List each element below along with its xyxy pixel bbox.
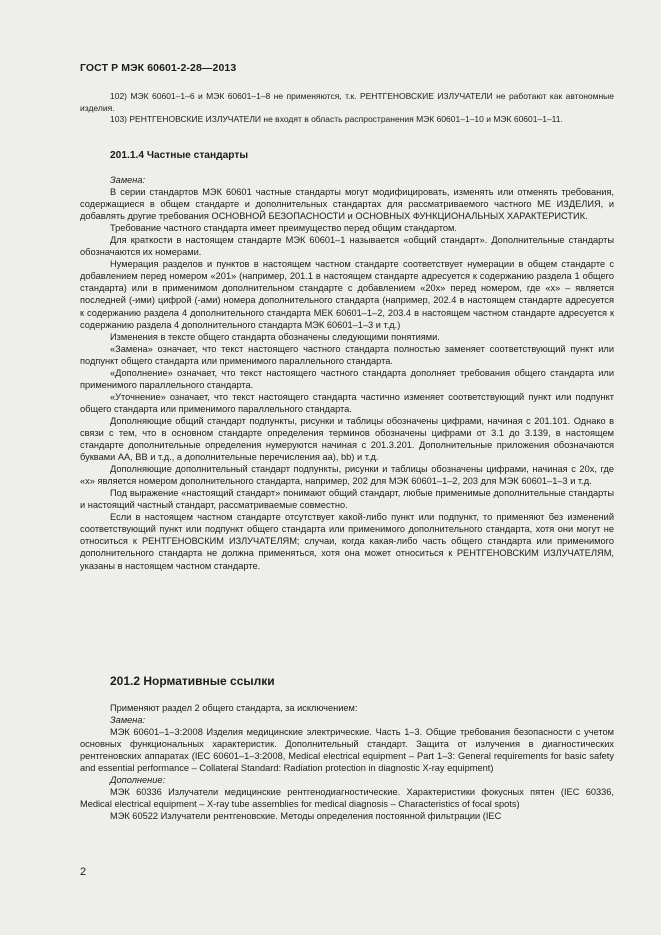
reference-iec-60522: МЭК 60522 Излучатели рентгеновские. Методы определения постоянной фильтрации (IEC xyxy=(110,811,502,822)
paragraph: Дополняющие дополнительный стандарт подпункты, рисунки и таблицы обозначены цифрами, начиная с 20x, где «x» является номером дополнительного стандарта, например, 202 для МЭК 60601–1–2, 203 для МЭК 60601–1–3 и т.д. xyxy=(80,464,614,487)
paragraph: Дополняющие общий стандарт подпункты, рисунки и таблицы обозначены цифрами, начиная с 201.101. Однако в связи с тем, что в основном стандарте определения терминов обозначены цифрами от 3.1 до 3.139, в настоящем стандарте дополнительные определения нумеруются начиная с 201.3.201. Дополнительные приложения обозначаются буквами АА, ВВ и т.д., а дополнительные перечисления аа), bb) и т.д. xyxy=(80,415,614,463)
section-201-1-4-body xyxy=(80,174,614,572)
paragraph: «Дополнение» означает, что текст настоящего частного стандарта дополняет требования общего стандарта или применимого параллельного стандарта. xyxy=(80,367,614,390)
addition-label: Дополнение: xyxy=(110,775,166,786)
paragraph: Нумерация разделов и пунктов в настоящем частном стандарте соответствует нумерации в общем стандарте с добавлением перед номером «201» (например, 201.1 в настоящем стандарте адресуется к содержанию раздела 1 общего стандарта) или в применимом дополнительном стандарте с добавлением «20x» перед номером, где «x» – является последней (-ими) цифрой (-ами) номера дополнительного стандарта (например, 202.4 в настоящем стандарте адресуется к содержанию раздела 4 дополнительного стандарта МЕК 60601–1–2, 203.4 в настоящем частном стандарте адресуется к содержанию раздела 4 дополнительного стандарта МЭК 60601–1–3 и т.д.) xyxy=(80,259,614,330)
paragraph: «Уточнение» означает, что текст настоящего стандарта частично изменяет соответствующий пункт или подпункт общего стандарта или применимого параллельного стандарта. xyxy=(80,391,614,414)
paragraph: Для краткости в настоящем стандарте МЭК 60601–1 называется «общий стандарт». Дополнительные стандарты обозначаются их номерами. xyxy=(80,235,614,258)
paragraph: Требование частного стандарта имеет преимущество перед общим стандартом. xyxy=(110,223,457,234)
paragraph: В серии стандартов МЭК 60601 частные стандарты могут модифицировать, изменять или отменять требования, содержащиеся в общем стандарте и дополнительных стандартах для рассматриваемого частного МЕ ИЗДЕЛИЯ, и добавлять другие требования ОСНОВНОЙ БЕЗОПАСНОСТИ и ОСНОВНЫХ ФУНКЦИОНАЛЬНЫХ ХАРАКТЕРИСТИК. xyxy=(80,187,614,222)
footnote-103: 103) РЕНТГЕНОВСКИЕ ИЗЛУЧАТЕЛИ не входят в область распространения МЭК 60601–1–10 и МЭК 60601–1–11. xyxy=(110,114,563,125)
reference-iec-60336: МЭК 60336 Излучатели медицинские рентгенодиагностические. Характеристики фокусных пятен (IEC 60336, Medical electrical equipment – X-ray tube assemblies for medical diagnosis – Characteristics of focal spots) xyxy=(80,787,614,810)
document-header: ГОСТ Р МЭК 60601-2-28—2013 xyxy=(80,62,237,74)
footnote-102: 102) МЭК 60601–1–6 и МЭК 60601–1–8 не применяются, т.к. РЕНТГЕНОВСКИЕ ИЗЛУЧАТЕЛИ не работают как автономные изделия. xyxy=(80,91,614,113)
paragraph: Изменения в тексте общего стандарта обозначены следующими понятиями. xyxy=(110,331,440,342)
section-201-2-body xyxy=(80,702,614,822)
section-201-2-title: 201.2 Нормативные ссылки xyxy=(110,674,275,688)
paragraph: Применяют раздел 2 общего стандарта, за исключением: xyxy=(110,703,358,713)
section-201-1-4-title: 201.1.4 Частные стандарты xyxy=(110,150,249,161)
replace-label: Замена: xyxy=(110,715,146,726)
reference-iec-60601-1-3: МЭК 60601–1–3:2008 Изделия медицинские электрические. Часть 1–3. Общие требования безопасности с учетом основных функциональных характеристик. Дополнительный стандарт. Защита от излучения в диагностических рентгеновских аппаратах (IEC 60601–1–3:2008, Medical electrical equipment – Part 1–3: General requirements for basic safety and essential performance – Collateral Standard: Radiation protection in diagnostic X-ray equipment) xyxy=(80,727,614,774)
footnotes xyxy=(80,91,614,126)
replace-label: Замена: xyxy=(110,175,146,185)
paragraph: Если в настоящем частном стандарте отсутствует какой-либо пункт или подпункт, то применяют без изменений соответствующий пункт или подпункт общего стандарта или применимого дополнительного стандарта, хотя они могут не относиться к РЕНТГЕНОВСКИМ ИЗЛУЧАТЕЛЯМ; случаи, когда какая-либо часть общего стандарта или применимого дополнительного стандарта не должна применяться, хотя она может относиться к РЕНТГЕНОВСКИМ ИЗЛУЧАТЕЛЯМ, указаны в настоящем частном стандарте. xyxy=(80,512,614,571)
paragraph: Под выражение «настоящий стандарт» понимают общий стандарт, любые применимые дополнительные стандарты и настоящий частный стандарт, рассматриваемые совместно. xyxy=(80,488,614,511)
page-number: 2 xyxy=(80,866,87,878)
paragraph: «Замена» означает, что текст настоящего частного стандарта полностью заменяет соответствующий пункт или подпункт общего стандарта или применимого параллельного стандарта. xyxy=(80,343,614,366)
